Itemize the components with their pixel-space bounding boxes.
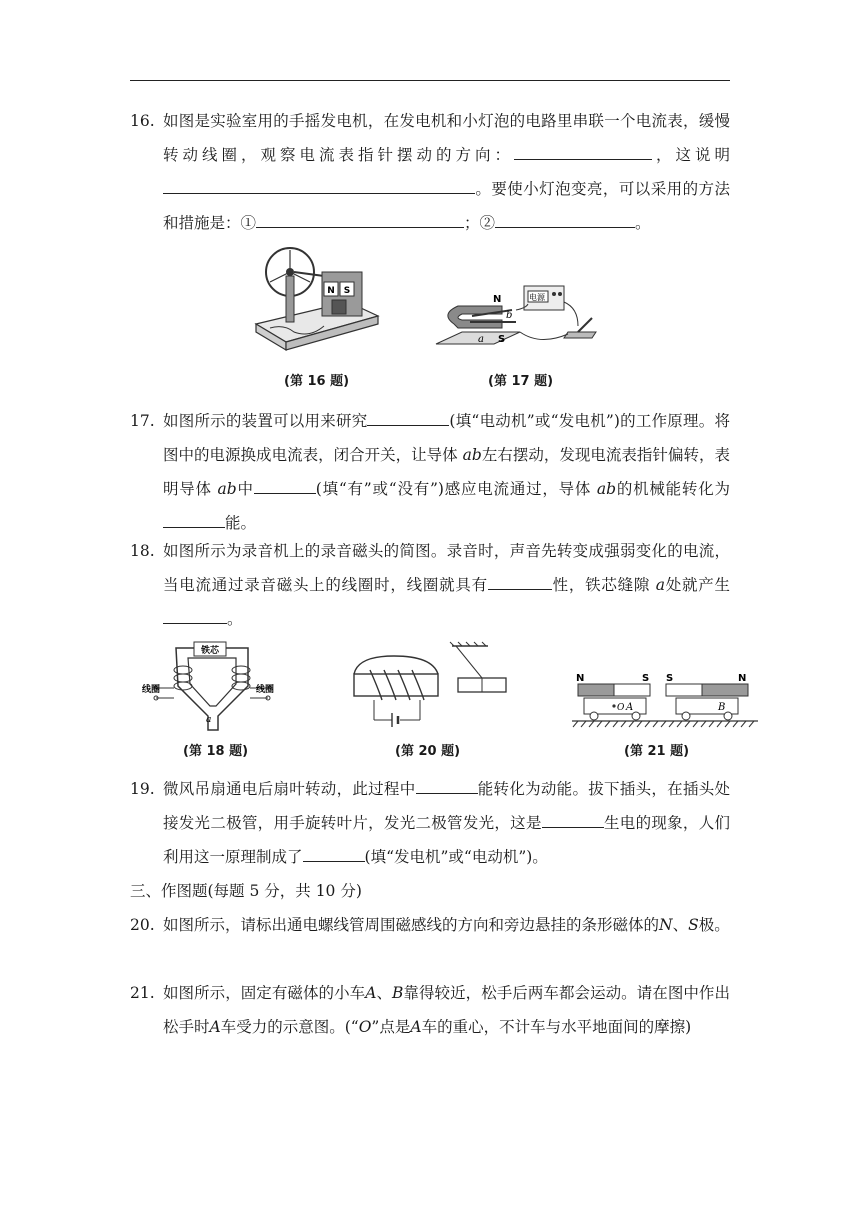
question-text: 。要使小灯泡变亮，可以采用的方法和措施是：① (163, 180, 730, 232)
answer-blank[interactable] (163, 605, 227, 624)
question-text: 性，铁芯缝隙 (551, 576, 651, 594)
pole-s-label: S (498, 334, 506, 345)
question-text: 能。 (225, 514, 257, 532)
question-text: 微风吊扇通电后扇叶转动，此过程中 (163, 780, 416, 798)
question-text: 、 (672, 916, 689, 934)
magnet-carts-figure (570, 670, 760, 732)
pole-s-text: S (688, 916, 699, 934)
answer-blank[interactable] (514, 141, 652, 160)
cart-b-label: B (718, 702, 726, 713)
question-text: (填“电动机”或“发电机”)的工作原理。将图中的电源换成电流表，闭合开关，让导体 (163, 412, 730, 464)
pole-s-label: S (666, 673, 674, 684)
conductor-a-label: a (478, 334, 484, 345)
question-text: 如图所示，请标出通电螺线管周围磁感线的方向和旁边悬挂的条形磁体的 (163, 916, 660, 934)
question-18 (130, 534, 730, 636)
question-text: 车受力的示意图。(“ (220, 1018, 359, 1036)
question-text: 如图是实验室用的手摇发电机，在发电机和小灯泡的电路里串联一个电流表，缓慢转动线圈，观察电流表指针摆动的方向： (163, 112, 730, 164)
question-17 (130, 404, 730, 540)
iron-core-label: 铁芯 (200, 646, 220, 656)
pole-n-label: N (738, 673, 747, 684)
gap-a-label: a (206, 715, 212, 725)
question-text: 能转化为动能。拔下插头，在插头处接发光二极管，用手旋转叶片，发光二极管发光，这是 (163, 780, 730, 832)
question-text: 、 (376, 984, 392, 1002)
question-text: ，这说明 (651, 146, 730, 164)
solenoid-figure (348, 640, 518, 732)
question-16 (130, 104, 730, 240)
question-text: 左右摆动，发现电流表指针偏转，表明导体 (163, 446, 730, 498)
top-rule (130, 80, 730, 81)
answer-blank[interactable] (495, 209, 635, 228)
figure-20-caption: (第 20 题) (395, 744, 461, 759)
center-o-text: O (358, 1018, 372, 1036)
question-number: 17. (130, 412, 155, 430)
question-text: 如图所示为录音机上的录音磁头的简图。录音时，声音先转变成强弱变化的电流，当电流通过录音磁头上的线圈时，线圈就具有 (163, 542, 730, 594)
section-heading: 三、作图题(每题 5 分，共 10 分) (130, 882, 362, 900)
question-number: 19. (130, 780, 155, 798)
pole-n-label: N (327, 286, 335, 296)
question-text: 中 (236, 480, 254, 498)
gap-label: a (655, 576, 665, 594)
question-text: 处就产生 (664, 576, 730, 594)
question-text: 。 (227, 610, 243, 628)
answer-blank[interactable] (367, 407, 449, 426)
conductor-b-label: b (506, 310, 513, 321)
conductor-label: ab (596, 480, 617, 498)
pole-n-text: N (659, 916, 673, 934)
question-text: 。 (635, 214, 651, 232)
coil-left-label: 线圈 (142, 685, 161, 695)
question-text: (填“有”或“没有”)感应电流通过，导体 (315, 480, 592, 498)
question-text: 如图所示的装置可以用来研究 (163, 412, 368, 430)
cart-a-label: A (626, 702, 634, 713)
hand-generator-figure (250, 242, 382, 360)
pole-s-label: S (642, 673, 650, 684)
question-19 (130, 772, 730, 874)
center-o-label: O (617, 703, 625, 713)
answer-blank[interactable] (416, 775, 478, 794)
question-text: (填“发电机”或“电动机”)。 (364, 848, 548, 866)
pole-n-label: N (493, 294, 502, 305)
question-text: 的机械能转化为 (616, 480, 730, 498)
question-number: 16. (130, 112, 155, 130)
question-text: 生电的现象，人们利用这一原理制成了 (163, 814, 730, 866)
question-number: 20. (130, 916, 155, 934)
answer-blank[interactable] (254, 475, 316, 494)
figure-21-caption: (第 21 题) (624, 744, 690, 759)
question-text: 靠得较近，松手后两车都会运动。请在图中作出松手时 (163, 984, 730, 1036)
generator-apparatus-figure (432, 282, 604, 354)
question-text: 极。 (698, 916, 730, 934)
recording-head-figure (138, 640, 288, 734)
answer-blank[interactable] (488, 571, 552, 590)
question-text: 车的重心，不计车与水平地面间的摩擦) (421, 1018, 692, 1036)
answer-blank[interactable] (163, 175, 475, 194)
figure-16-caption: (第 16 题) (284, 374, 350, 389)
figure-18-caption: (第 18 题) (183, 744, 249, 759)
answer-blank[interactable] (303, 843, 365, 862)
cart-a-text: A (410, 1018, 422, 1036)
figure-17-caption: (第 17 题) (488, 374, 554, 389)
question-number: 21. (130, 984, 155, 1002)
question-text: ；② (464, 214, 496, 232)
conductor-label: ab (462, 446, 482, 464)
pole-s-label: S (343, 286, 351, 296)
question-20 (130, 908, 730, 942)
question-text: 如图所示，固定有磁体的小车 (163, 984, 366, 1002)
cart-b-text: B (392, 984, 404, 1002)
answer-blank[interactable] (256, 209, 464, 228)
answer-blank[interactable] (163, 509, 225, 528)
question-number: 18. (130, 542, 155, 560)
cart-a-text: A (209, 1018, 221, 1036)
cart-a-text: A (365, 984, 377, 1002)
question-21 (130, 976, 730, 1044)
power-supply-label: 电源 (529, 293, 545, 302)
question-text: ”点是 (371, 1018, 411, 1036)
coil-right-label: 线圈 (256, 685, 275, 695)
pole-n-label: N (576, 673, 585, 684)
conductor-label: ab (217, 480, 237, 498)
answer-blank[interactable] (542, 809, 604, 828)
